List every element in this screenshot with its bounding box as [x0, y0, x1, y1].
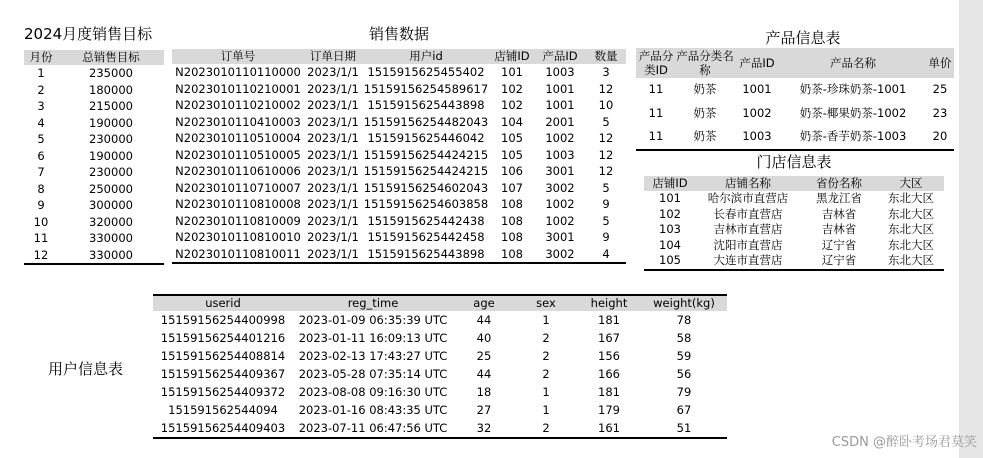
column-header: 大区	[878, 176, 944, 191]
table-cell: 2023/1/1	[307, 98, 359, 112]
table-cell: 奶茶-香芋奶茶-1003	[799, 129, 907, 143]
column-header: reg_time	[293, 295, 453, 311]
products-section	[636, 28, 954, 151]
table-cell: 5	[602, 114, 610, 129]
table-cell: 230000	[89, 132, 133, 146]
table-cell: 5	[37, 132, 45, 146]
table-cell: 1	[542, 385, 550, 399]
table-cell: 59	[676, 349, 692, 363]
table-cell: 3002	[545, 180, 575, 195]
column-header: 订单日期	[304, 49, 362, 64]
table-cell: 15159156254409372	[160, 385, 286, 399]
table-cell: 东北大区	[888, 191, 934, 205]
table-cell: 79	[676, 385, 692, 399]
table-cell: 40	[476, 331, 492, 345]
csdn-watermark: CSDN @醉卧考场君莫笑	[831, 435, 977, 450]
table-cell: 181	[598, 385, 620, 399]
table-cell: 15159156254602043	[363, 180, 489, 195]
sales-title: 销售数据	[368, 25, 429, 43]
table-cell: 11	[648, 129, 664, 143]
table-cell: 105	[659, 253, 681, 267]
table-cell: 190000	[89, 115, 133, 130]
table-cell: 12	[598, 147, 614, 162]
table-row	[636, 78, 954, 102]
table-cell: 101	[659, 191, 681, 205]
table-row	[153, 401, 727, 419]
table-cell: 东北大区	[888, 253, 934, 267]
table-cell: 179	[598, 403, 620, 417]
table-cell: 7	[37, 165, 45, 179]
table-cell: 9	[602, 197, 610, 211]
table-cell: 12	[33, 247, 49, 262]
table-cell: 1	[37, 66, 45, 80]
table-cell: 56	[676, 367, 692, 381]
table-cell: 1515915625443898	[367, 246, 485, 261]
table-row	[644, 222, 944, 238]
table-cell: N2023010110210002	[175, 98, 301, 112]
table-row	[24, 98, 164, 115]
table-cell: 320000	[89, 214, 133, 229]
table-cell: 2023-01-16 08:43:35 UTC	[298, 403, 448, 417]
column-header: 总销售目标	[58, 50, 164, 65]
table-cell: 1515915625446042	[367, 131, 485, 145]
table-cell: 2023/1/1	[307, 197, 359, 211]
table-cell: 2023/1/1	[307, 114, 359, 129]
table-cell: 哈尔滨市直营店	[707, 191, 789, 205]
column-header: 产品分类名称	[676, 49, 734, 77]
column-header: 店铺ID	[490, 49, 534, 64]
table-row	[24, 131, 164, 148]
table-cell: 3002	[545, 246, 575, 261]
users-title: 用户信息表	[48, 360, 124, 378]
table-row	[172, 147, 626, 164]
table-cell: 108	[501, 230, 523, 244]
table-cell: 104	[501, 114, 523, 129]
table-cell: 15159156254603858	[363, 197, 489, 211]
table-cell: 沈阳市直营店	[713, 237, 783, 252]
column-header: userid	[153, 295, 293, 311]
table-cell: 2023-08-08 09:16:30 UTC	[298, 385, 448, 399]
table-row	[636, 125, 954, 150]
table-cell: 1001	[545, 81, 575, 96]
table-cell: 103	[659, 222, 681, 236]
table-row	[24, 230, 164, 247]
table-cell: 2023/1/1	[307, 164, 359, 178]
table-cell: 2023/1/1	[307, 131, 359, 145]
table-row	[172, 130, 626, 147]
table-cell: 东北大区	[888, 222, 934, 236]
table-cell: 大连市直营店	[713, 253, 783, 267]
table-cell: 12	[598, 131, 614, 145]
table-cell: 300000	[89, 198, 133, 212]
table-cell: 1	[542, 403, 550, 417]
table-header-row	[153, 295, 727, 311]
table-cell: 151591562544094	[168, 403, 278, 417]
table-cell: 15159156254400998	[160, 313, 286, 327]
column-header: 数量	[586, 49, 626, 64]
table-cell: 辽宁省	[821, 253, 857, 267]
table-cell: 2023-02-13 17:43:27 UTC	[298, 349, 448, 363]
table-cell: 2	[37, 82, 45, 97]
table-cell: N2023010110110000	[175, 65, 301, 79]
table-cell: 5	[602, 180, 610, 195]
table-cell: 2023/1/1	[307, 246, 359, 261]
table-cell: 27	[476, 403, 492, 417]
table-row	[644, 191, 944, 207]
table-row	[644, 207, 944, 223]
table-cell: 107	[501, 180, 523, 195]
table-row	[24, 115, 164, 132]
monthly-targets-title: 2024月度销售目标	[24, 25, 153, 43]
table-cell: 15159156254408814	[160, 349, 286, 363]
table-cell: 44	[476, 313, 492, 327]
table-cell: 105	[501, 147, 523, 162]
table-header-row	[644, 176, 944, 191]
table-cell: 5	[602, 213, 610, 228]
table-cell: 3	[602, 65, 610, 79]
table-row	[172, 196, 626, 213]
users-section	[153, 294, 727, 439]
table-cell: 1002	[742, 105, 772, 120]
table-cell: 161	[598, 421, 620, 435]
table-cell: 11	[648, 82, 664, 96]
column-header: sex	[515, 295, 577, 311]
table-cell: 2023/1/1	[307, 180, 359, 195]
table-row	[153, 347, 727, 365]
table-cell: 奶茶	[693, 105, 717, 120]
table-cell: 1003	[545, 65, 575, 79]
table-cell: 9	[602, 230, 610, 244]
table-cell: 23	[932, 105, 948, 120]
table-row	[153, 419, 727, 438]
table-cell: 250000	[89, 181, 133, 196]
column-header: 店铺名称	[696, 176, 800, 191]
table-header-row	[24, 50, 164, 65]
table-row	[24, 181, 164, 198]
table-cell: 1003	[742, 129, 772, 143]
table-cell: 108	[501, 213, 523, 228]
table-cell: 12	[598, 81, 614, 96]
table-header-row	[172, 49, 626, 64]
table-row	[24, 65, 164, 82]
table-cell: 25	[932, 82, 948, 96]
column-header: 订单号	[172, 49, 304, 64]
table-cell: 2023/1/1	[307, 230, 359, 244]
table-cell: 15159156254482043	[363, 114, 489, 129]
table-cell: N2023010110810009	[175, 213, 301, 228]
column-header: age	[453, 295, 515, 311]
table-cell: 181	[598, 313, 620, 327]
table-cell: 102	[659, 206, 681, 221]
table-cell: 15159156254424215	[363, 164, 489, 178]
monthly-targets-table	[24, 50, 164, 265]
table-cell: 18	[476, 385, 492, 399]
table-row	[153, 365, 727, 383]
monthly-targets-section	[24, 24, 164, 265]
table-row	[172, 229, 626, 246]
table-cell: 2	[542, 421, 550, 435]
table-cell: 2001	[545, 114, 575, 129]
table-row	[24, 214, 164, 231]
table-cell: N2023010110510005	[175, 147, 301, 162]
table-row	[172, 114, 626, 131]
table-cell: 58	[676, 331, 692, 345]
column-header: height	[577, 295, 641, 311]
table-row	[24, 197, 164, 214]
table-cell: 长春市直营店	[713, 206, 783, 221]
table-cell: 1002	[545, 131, 575, 145]
table-row	[172, 81, 626, 98]
table-cell: 奶茶-椰果奶茶-1002	[799, 105, 907, 120]
table-row	[24, 82, 164, 99]
table-cell: 奶茶-珍珠奶茶-1001	[799, 82, 907, 96]
table-cell: 吉林市直营店	[713, 222, 783, 236]
table-cell: 6	[37, 148, 45, 163]
table-cell: 51	[676, 421, 692, 435]
table-cell: N2023010110510004	[175, 131, 301, 145]
sales-table	[172, 49, 626, 264]
table-cell: 2023-01-11 16:09:13 UTC	[298, 331, 448, 345]
table-cell: 104	[659, 237, 681, 252]
table-cell: N2023010110810011	[175, 246, 301, 261]
table-row	[172, 180, 626, 197]
table-cell: 2023-05-28 07:35:14 UTC	[298, 367, 448, 381]
table-cell: 2	[542, 349, 550, 363]
table-cell: 1002	[545, 213, 575, 228]
column-header: 单价	[926, 48, 954, 78]
table-cell: 108	[501, 197, 523, 211]
table-cell: 330000	[89, 247, 133, 262]
table-cell: N2023010110710007	[175, 180, 301, 195]
table-cell: 215000	[89, 99, 133, 113]
table-row	[644, 253, 944, 270]
table-cell: 67	[676, 403, 692, 417]
table-cell: 44	[476, 367, 492, 381]
table-cell: 105	[501, 131, 523, 145]
table-cell: 4	[602, 246, 610, 261]
table-cell: N2023010110810010	[175, 230, 301, 244]
table-cell: 3	[37, 99, 45, 113]
table-cell: N2023010110810008	[175, 197, 301, 211]
table-row	[172, 163, 626, 180]
table-cell: 奶茶	[693, 129, 717, 143]
table-cell: N2023010110410003	[175, 114, 301, 129]
table-cell: 15159156254401216	[160, 331, 286, 345]
table-row	[172, 213, 626, 230]
table-cell: 2023/1/1	[307, 65, 359, 79]
table-cell: 吉林省	[821, 222, 857, 236]
table-row	[172, 97, 626, 114]
table-row	[24, 164, 164, 181]
column-header: 产品ID	[534, 49, 586, 64]
column-header: 店铺ID	[644, 176, 696, 191]
vertical-scrollbar[interactable]	[959, 0, 983, 458]
table-row	[153, 383, 727, 401]
table-cell: 1515915625442438	[367, 213, 485, 228]
table-cell: 1	[542, 313, 550, 327]
table-cell: 167	[598, 331, 620, 345]
table-cell: 106	[501, 164, 523, 178]
table-cell: 1001	[545, 98, 575, 112]
table-row	[636, 102, 954, 126]
table-cell: 25	[476, 349, 492, 363]
table-row	[172, 64, 626, 81]
table-row	[172, 246, 626, 264]
table-header-row	[636, 48, 954, 78]
column-header: 用户id	[362, 49, 490, 64]
table-cell: 11	[648, 105, 664, 120]
products-table	[636, 48, 954, 151]
table-cell: 8	[37, 181, 45, 196]
table-cell: 2023/1/1	[307, 81, 359, 96]
column-header: 产品ID	[734, 48, 780, 78]
column-header: 月份	[24, 50, 58, 65]
table-cell: 黑龙江省	[816, 191, 862, 205]
table-cell: 156	[598, 349, 620, 363]
table-cell: 230000	[89, 165, 133, 179]
stores-table	[644, 176, 944, 271]
table-cell: 2	[542, 331, 550, 345]
table-cell: 235000	[89, 66, 133, 80]
products-title: 产品信息表	[765, 29, 841, 47]
table-cell: 1002	[545, 197, 575, 211]
table-row	[24, 247, 164, 265]
table-cell: 2023-07-11 06:47:56 UTC	[298, 421, 448, 435]
table-cell: 9	[37, 198, 45, 212]
table-cell: 2023/1/1	[307, 147, 359, 162]
table-cell: 2	[542, 367, 550, 381]
sales-section	[172, 24, 626, 264]
table-row	[153, 329, 727, 347]
table-cell: N2023010110210001	[175, 81, 301, 96]
table-cell: 辽宁省	[821, 237, 857, 252]
table-cell: 330000	[89, 231, 133, 245]
stores-section	[644, 152, 944, 271]
table-row	[644, 238, 944, 254]
table-cell: 190000	[89, 148, 133, 163]
table-cell: 1515915625442458	[367, 230, 485, 244]
table-cell: 吉林省	[821, 206, 857, 221]
table-cell: 108	[501, 246, 523, 261]
table-row	[24, 148, 164, 165]
table-cell: 2023/1/1	[307, 213, 359, 228]
table-cell: 166	[598, 367, 620, 381]
table-cell: 3001	[545, 230, 575, 244]
table-cell: 78	[676, 313, 692, 327]
column-header: 省份名称	[800, 176, 878, 191]
table-cell: 15159156254589617	[363, 81, 489, 96]
users-table	[153, 294, 727, 439]
table-cell: 奶茶	[693, 82, 717, 96]
stores-title: 门店信息表	[756, 153, 832, 171]
table-cell: 32	[476, 421, 492, 435]
table-cell: 15159156254409367	[160, 367, 286, 381]
table-cell: 101	[501, 65, 523, 79]
table-cell: 东北大区	[888, 237, 934, 252]
table-cell: 2023-01-09 06:35:39 UTC	[298, 313, 448, 327]
table-cell: 3001	[545, 164, 575, 178]
table-cell: 102	[501, 81, 523, 96]
table-cell: 1515915625455402	[367, 65, 485, 79]
column-header: 产品名称	[780, 48, 926, 78]
table-cell: 12	[598, 164, 614, 178]
table-cell: 1003	[545, 147, 575, 162]
column-header: 产品分类ID	[636, 48, 676, 78]
table-row	[153, 311, 727, 329]
table-cell: 15159156254409403	[160, 421, 286, 435]
table-cell: 20	[932, 129, 948, 143]
table-cell: N2023010110610006	[175, 164, 301, 178]
table-cell: 102	[501, 98, 523, 112]
table-cell: 180000	[89, 82, 133, 97]
table-cell: 4	[37, 115, 45, 130]
table-cell: 1515915625443898	[367, 98, 485, 112]
table-cell: 10	[598, 98, 614, 112]
table-cell: 10	[33, 214, 49, 229]
table-cell: 1001	[742, 82, 772, 96]
table-cell: 东北大区	[888, 206, 934, 221]
table-cell: 11	[33, 231, 49, 245]
table-cell: 15159156254424215	[363, 147, 489, 162]
column-header: weight(kg)	[641, 295, 727, 311]
